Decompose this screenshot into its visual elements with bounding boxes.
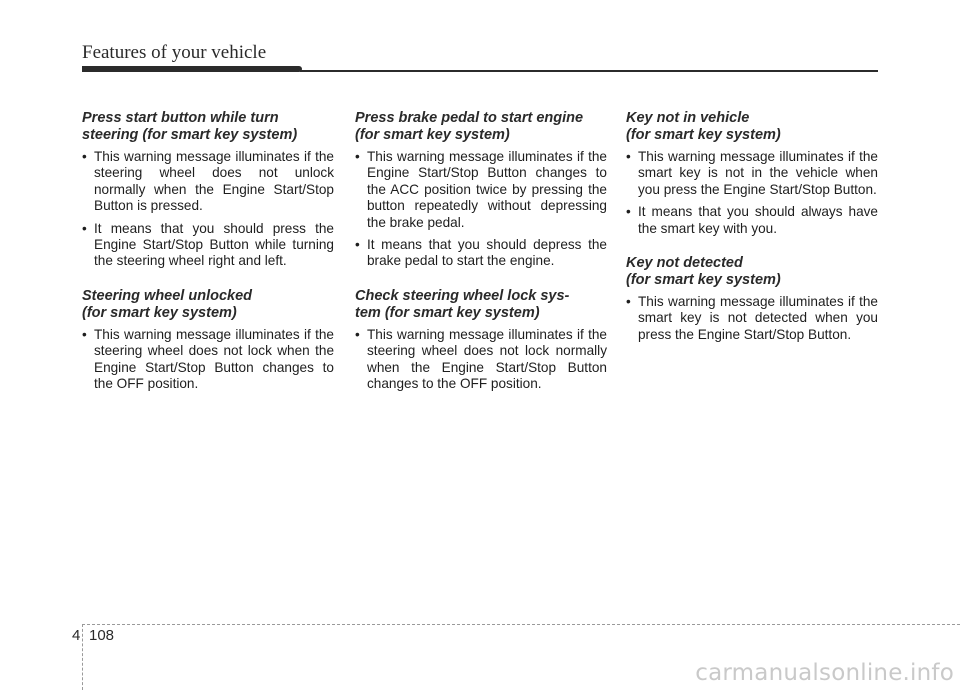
page-title: Features of your vehicle <box>82 42 267 63</box>
bullet-item: • This warning message illuminates if the steering wheel does not unlock normally when the Engine Start/Stop Button is pressed. <box>82 149 334 215</box>
heading-line: Press start button while turn <box>82 110 279 126</box>
column-3 <box>626 110 878 361</box>
section-heading <box>82 110 334 144</box>
heading-line: (for smart key system) <box>626 127 781 143</box>
bullet-item: • It means that you should always have the smart key with you. <box>626 204 878 237</box>
bullet-item: • This warning message illuminates if the steering wheel does not lock when the Engine Start/Stop Button changes to the OFF position. <box>82 327 334 393</box>
section-heading <box>626 255 878 289</box>
heading-line: Check steering wheel lock sys- <box>355 287 570 304</box>
section-heading <box>355 110 607 144</box>
bullet-item: • This warning message illuminates if the smart key is not detected when you press the Engine Start/Stop Button. <box>626 294 878 343</box>
header-rule <box>300 70 878 72</box>
section-key-not-detected <box>626 255 878 343</box>
page-number: 108 <box>89 627 115 644</box>
section-key-not-in-vehicle <box>626 110 878 237</box>
watermark: carmanualsonline.info <box>695 660 954 686</box>
heading-line: Press brake pedal to start engine <box>355 110 584 126</box>
section-check-steering-wheel-lock <box>355 288 607 393</box>
section-press-start-button <box>82 110 334 270</box>
heading-line: (for smart key system) <box>82 304 237 321</box>
bullet-list <box>355 327 607 393</box>
bullet-list <box>82 327 334 393</box>
footer-rule-horizontal <box>82 624 960 625</box>
heading-line: steering (for smart key system) <box>82 127 298 143</box>
footer-rule-vertical <box>82 624 83 690</box>
heading-line: (for smart key system) <box>626 272 781 289</box>
header-bar <box>82 66 302 72</box>
column-1 <box>82 110 334 410</box>
heading-line: Key not detected <box>626 255 743 272</box>
bullet-item: • It means that you should press the Engine Start/Stop Button while turning the steering wheel right and left. <box>82 221 334 270</box>
bullet-item: • This warning message illuminates if the steering wheel does not lock normally when the Engine Start/Stop Button changes to the OFF position. <box>355 327 607 393</box>
bullet-item: • This warning message illuminates if the Engine Start/Stop Button changes to the ACC position twice by pressing the button repeatedly without depressing the brake pedal. <box>355 149 607 231</box>
bullet-item: • It means that you should depress the brake pedal to start the engine. <box>355 237 607 270</box>
section-heading <box>355 288 607 322</box>
bullet-item: • This warning message illuminates if the smart key is not in the vehicle when you press the Engine Start/Stop Button. <box>626 149 878 198</box>
bullet-list <box>626 149 878 237</box>
heading-line: (for smart key system) <box>355 127 510 143</box>
bullet-list <box>355 149 607 270</box>
section-heading <box>82 288 334 322</box>
heading-line: tem (for smart key system) <box>355 304 540 321</box>
heading-line: Steering wheel unlocked <box>82 287 253 304</box>
section-heading <box>626 110 878 144</box>
section-steering-wheel-unlocked <box>82 288 334 393</box>
bullet-list <box>626 294 878 343</box>
section-press-brake-pedal <box>355 110 607 270</box>
column-2 <box>355 110 607 410</box>
heading-line: Key not in vehicle <box>626 110 750 126</box>
chapter-number: 4 <box>72 627 81 644</box>
bullet-list <box>82 149 334 270</box>
